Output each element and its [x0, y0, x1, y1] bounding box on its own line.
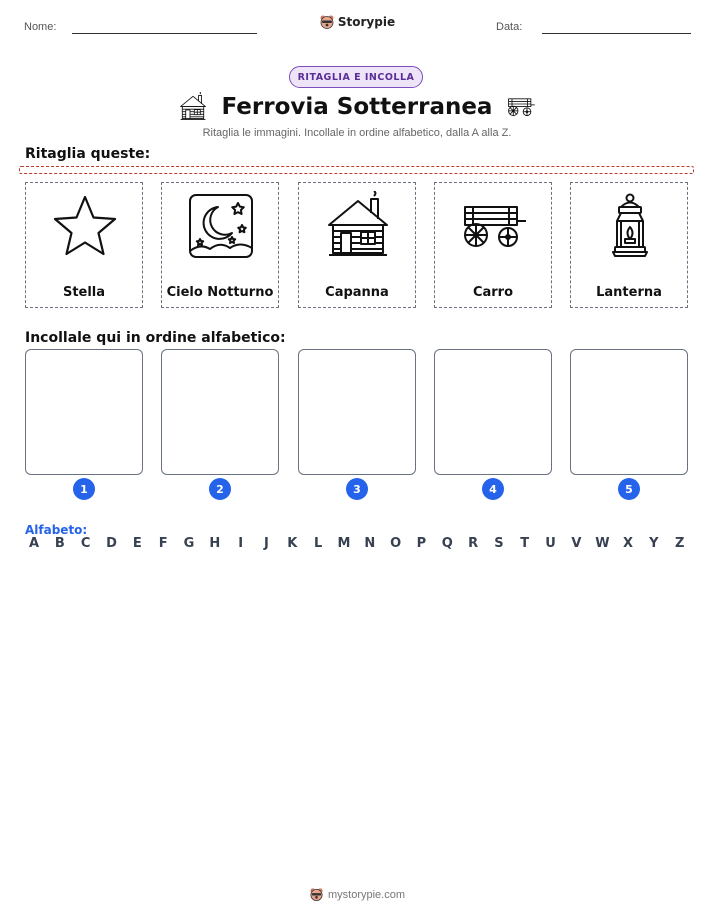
alphabet-letter: Q — [441, 536, 453, 551]
cut-card-carro[interactable] — [434, 182, 552, 308]
card-label: Lanterna — [596, 285, 662, 300]
alphabet-letter: W — [595, 536, 610, 551]
alphabet-letter: U — [545, 536, 556, 551]
cut-card-stella[interactable] — [25, 182, 143, 308]
brand-name: Storypie — [337, 15, 396, 29]
cart-icon — [459, 191, 529, 261]
alphabet-letter: E — [132, 536, 142, 551]
cabin-icon — [323, 191, 393, 261]
cut-card-cielo-notturno[interactable] — [161, 182, 279, 308]
activity-badge: RITAGLIA E INCOLLA — [289, 66, 423, 88]
bear-mascot-icon — [309, 887, 324, 902]
paste-section-title: Incollale qui in ordine alfabetico: — [25, 330, 286, 346]
alphabet-letter: X — [623, 536, 634, 551]
paste-box-4[interactable] — [434, 349, 552, 475]
alphabet-letter: L — [313, 536, 323, 551]
alphabet-letter: B — [54, 536, 65, 551]
brand-logo — [0, 14, 714, 34]
slot-number: 4 — [482, 478, 504, 500]
lantern-icon — [595, 191, 665, 261]
date-field-line[interactable] — [542, 33, 691, 34]
alphabet-letter: P — [416, 536, 427, 551]
footer — [0, 887, 714, 902]
card-label: Cielo Notturno — [166, 285, 274, 300]
card-label: Stella — [62, 285, 106, 300]
alphabet-letter: H — [209, 536, 221, 551]
slot-number: 5 — [618, 478, 640, 500]
paste-box-1[interactable] — [25, 349, 143, 475]
card-label: Capanna — [325, 285, 389, 300]
date-label: Data: — [496, 21, 523, 33]
cut-card-capanna[interactable] — [298, 182, 416, 308]
slot-number: 2 — [209, 478, 231, 500]
alphabet-letter: F — [158, 536, 168, 551]
cut-section-title: Ritaglia queste: — [25, 146, 151, 162]
alphabet-letter: S — [494, 536, 504, 551]
paste-box-2[interactable] — [161, 349, 279, 475]
alphabet-letter: D — [106, 536, 117, 551]
cut-card-lanterna[interactable] — [570, 182, 688, 308]
name-label: Nome: — [24, 21, 57, 33]
night-sky-icon — [186, 191, 256, 261]
alphabet-letter: Y — [649, 536, 659, 551]
alphabet-letter: A — [28, 536, 40, 551]
paste-box-5[interactable] — [570, 349, 688, 475]
cabin-icon — [178, 92, 208, 122]
slot-number: 3 — [346, 478, 368, 500]
alphabet-row — [27, 536, 687, 551]
alphabet-title: Alfabeto: — [25, 523, 88, 537]
alphabet-letter: G — [183, 536, 195, 551]
alphabet-letter: V — [571, 536, 582, 551]
card-label: Carro — [472, 285, 514, 300]
slot-number: 1 — [73, 478, 95, 500]
bear-mascot-icon — [319, 14, 335, 30]
alphabet-letter: J — [264, 536, 269, 551]
title-row — [0, 92, 714, 122]
alphabet-letter: N — [364, 536, 376, 551]
alphabet-letter: O — [390, 536, 402, 551]
alphabet-letter: M — [337, 536, 351, 551]
alphabet-letter: I — [238, 536, 244, 551]
alphabet-letter: Z — [674, 536, 685, 551]
alphabet-letter: R — [468, 536, 479, 551]
instructions: Ritaglia le immagini. Incollale in ordine alfabetico, dalla A alla Z. — [202, 127, 512, 139]
cut-line — [19, 166, 694, 174]
alphabet-letter: T — [520, 536, 530, 551]
page-title: Ferrovia Sotterranea — [221, 94, 493, 120]
cart-icon — [506, 92, 536, 122]
footer-url[interactable]: mystorypie.com — [327, 888, 406, 901]
paste-box-3[interactable] — [298, 349, 416, 475]
alphabet-letter: C — [80, 536, 91, 551]
star-icon — [50, 191, 120, 261]
alphabet-letter: K — [287, 536, 298, 551]
